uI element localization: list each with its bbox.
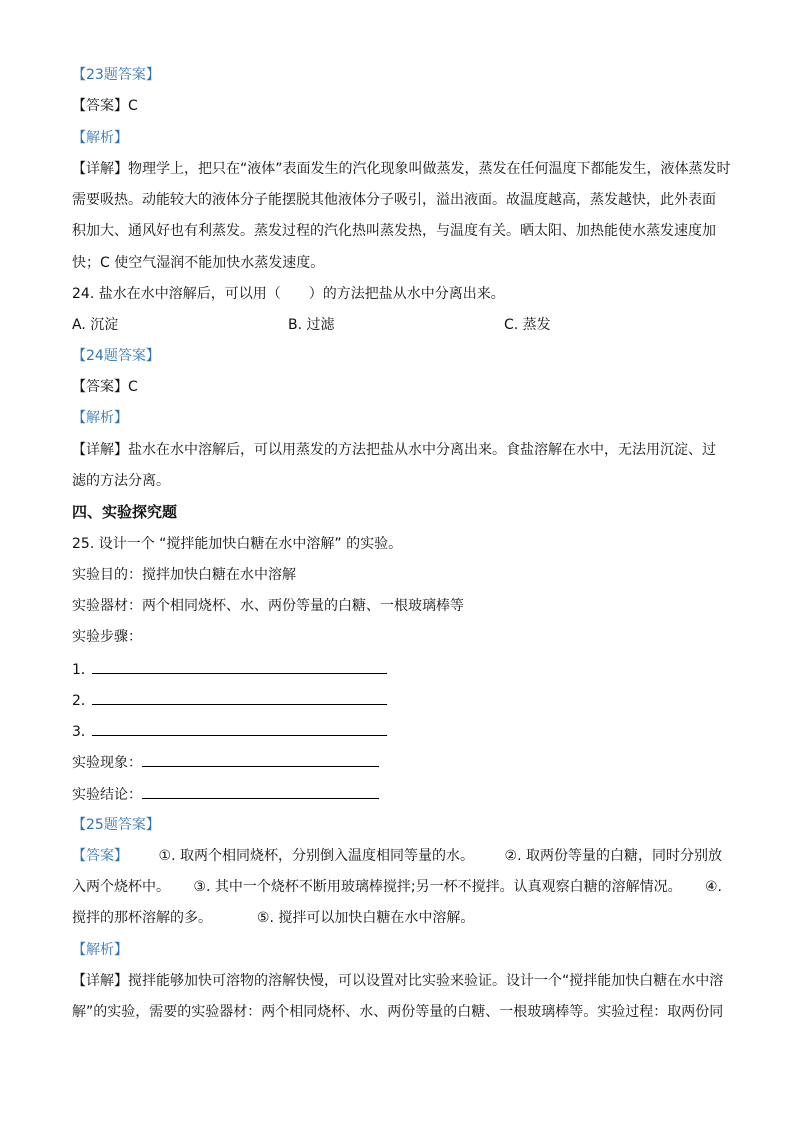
q25-answer-label: 【答案】 bbox=[72, 848, 128, 864]
step-3-label: 3． bbox=[72, 724, 95, 740]
q25-answer-step-5: ⑤. 搅拌可以加快白糖在水中溶解。 bbox=[256, 910, 475, 926]
q24-options bbox=[72, 315, 722, 335]
conclusion-blank[interactable] bbox=[142, 784, 379, 799]
phenomenon-label: 实验现象： bbox=[72, 755, 142, 771]
step-1-blank[interactable] bbox=[92, 659, 387, 674]
step-2-blank[interactable] bbox=[92, 690, 387, 705]
q23-detail-line-3: 积加大、通风好也有利蒸发。蒸发过程的汽化热叫蒸发热，与温度有关。晒太阳、加热能使水蒸发速度加 bbox=[72, 223, 716, 239]
q25-answer-step-1: ①. 取两个相同烧杯，分别倒入温度相同等量的水。 bbox=[158, 848, 474, 864]
q25-answer-step-2a: ②. 取两份等量的白糖，同时分别放 bbox=[504, 848, 722, 864]
experiment-materials: 实验器材：两个相同烧杯、水、两份等量的白糖、一根玻璃棒等 bbox=[72, 598, 464, 614]
q25-detail-line-2: 解”的实验，需要的实验器材：两个相同烧杯、水、两份等量的白糖、一根玻璃棒等。实验过程：取两份同 bbox=[72, 1004, 724, 1020]
q24-question: 24. 盐水在水中溶解后，可以用（ ）的方法把盐从水中分离出来。 bbox=[72, 286, 505, 302]
conclusion-row bbox=[72, 784, 379, 805]
q25-answer-line-1 bbox=[72, 846, 722, 866]
q23-analysis-label: 【解析】 bbox=[72, 130, 128, 146]
phenomenon-row bbox=[72, 752, 379, 773]
q25-answer-step-4: 搅拌的那杯溶解的多。 bbox=[72, 910, 212, 926]
step-2-row bbox=[72, 690, 387, 711]
q23-detail-line-2: 需要吸热。动能较大的液体分子能摆脱其他液体分子吸引，溢出液面。故温度越高，蒸发越快，此外表面 bbox=[72, 192, 716, 208]
q25-answer-line-2 bbox=[72, 877, 722, 897]
step-1-label: 1． bbox=[72, 662, 95, 678]
q25-answer-header: 【25题答案】 bbox=[72, 817, 160, 833]
q23-answer-header: 【23题答案】 bbox=[72, 67, 160, 83]
q25-question: 25. 设计一个 “搅拌能加快白糖在水中溶解” 的实验。 bbox=[72, 536, 403, 552]
step-3-row bbox=[72, 721, 387, 742]
q25-analysis-label: 【解析】 bbox=[72, 942, 128, 958]
q25-detail-line-1: 【详解】搅拌能够加快可溶物的溶解快慢，可以设置对比实验来验证。设计一个“搅拌能加快白糖在水中溶 bbox=[72, 973, 724, 989]
q24-answer-header: 【24题答案】 bbox=[72, 348, 160, 364]
q24-analysis-label: 【解析】 bbox=[72, 410, 128, 426]
q25-answer-step-4-marker: ④. bbox=[704, 879, 722, 895]
section-title: 四、实验探究题 bbox=[72, 503, 178, 521]
q24-answer: 【答案】C bbox=[72, 379, 138, 395]
step-3-blank[interactable] bbox=[92, 721, 387, 736]
q23-answer: 【答案】C bbox=[72, 98, 138, 114]
experiment-purpose: 实验目的：搅拌加快白糖在水中溶解 bbox=[72, 567, 296, 583]
q24-detail-line-1: 【详解】盐水在水中溶解后，可以用蒸发的方法把盐从水中分离出来。食盐溶解在水中，无法用沉淀、过 bbox=[72, 442, 716, 458]
step-2-label: 2． bbox=[72, 693, 95, 709]
q25-answer-step-3: ③. 其中一个烧杯不断用玻璃棒搅拌;另一杯不搅拌。认真观察白糖的溶解情况。 bbox=[193, 879, 682, 895]
step-1-row bbox=[72, 659, 387, 680]
q24-option-c: C. 蒸发 bbox=[504, 317, 551, 333]
q24-option-b: B. 过滤 bbox=[288, 317, 335, 333]
q23-detail-line-4: 快；C 使空气湿润不能加快水蒸发速度。 bbox=[72, 255, 325, 271]
conclusion-label: 实验结论： bbox=[72, 787, 142, 803]
q25-answer-step-2b: 入两个烧杯中。 bbox=[72, 879, 170, 895]
q25-answer-line-3 bbox=[72, 908, 474, 928]
q23-detail-line-1: 【详解】物理学上，把只在“液体”表面发生的汽化现象叫做蒸发，蒸发在任何温度下都能发生，液体蒸发时 bbox=[72, 161, 731, 177]
q24-option-a: A. 沉淀 bbox=[72, 317, 119, 333]
experiment-steps-label: 实验步骤： bbox=[72, 629, 142, 645]
phenomenon-blank[interactable] bbox=[142, 752, 379, 767]
q24-detail-line-2: 滤的方法分离。 bbox=[72, 473, 170, 489]
